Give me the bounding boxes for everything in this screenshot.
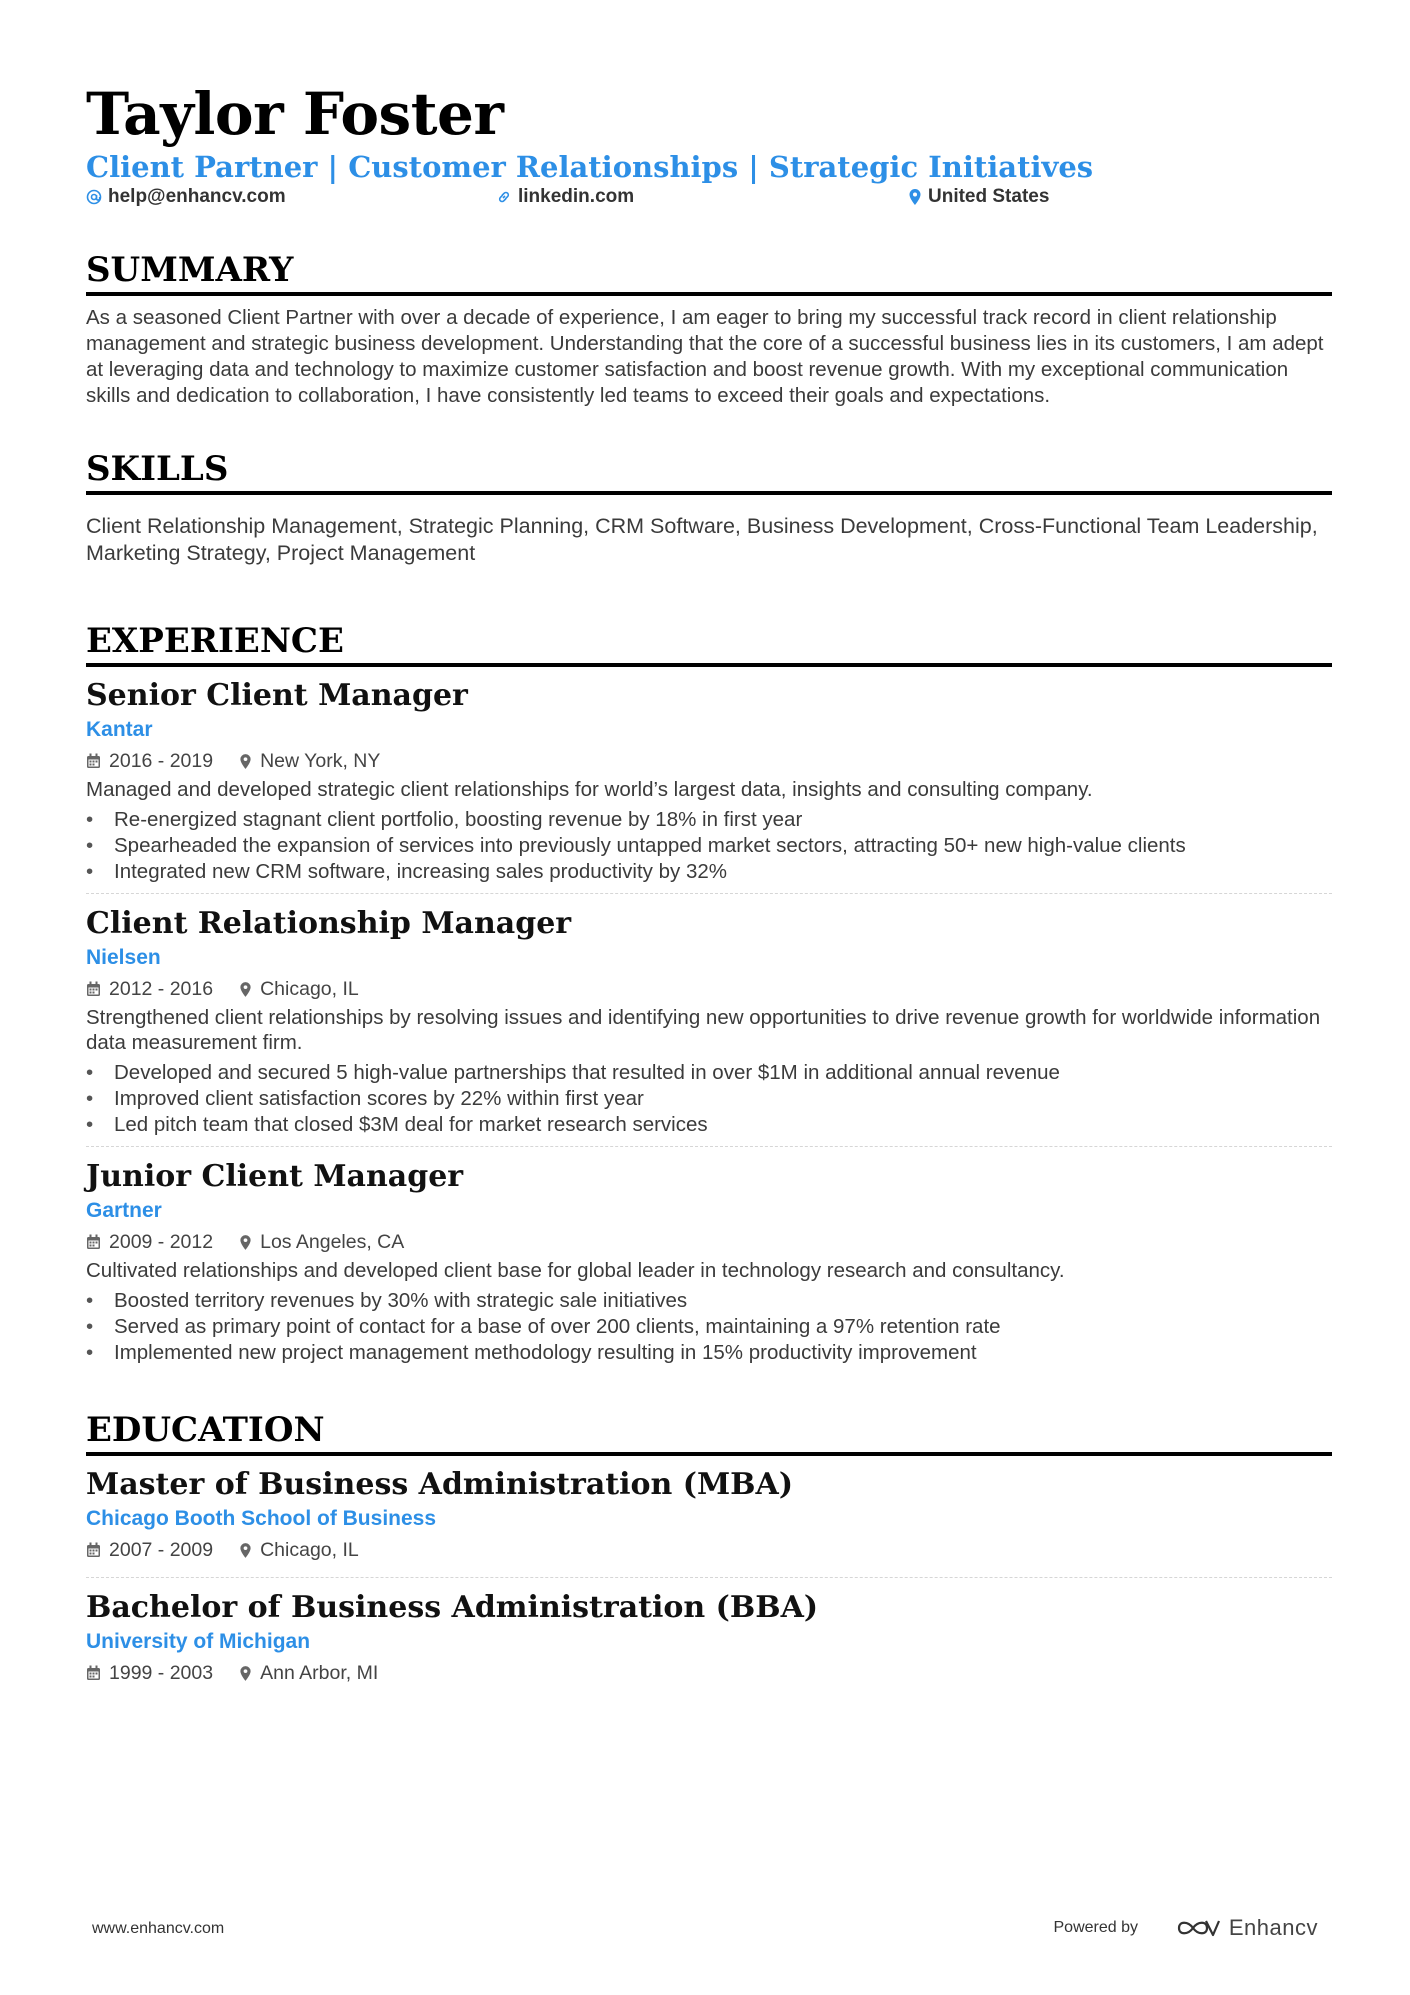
degree-title: Master of Business Administration (MBA): [86, 1467, 794, 1502]
job-location: Los Angeles, CA: [260, 1231, 405, 1253]
job-bullets: [86, 807, 1332, 885]
job-description: Cultivated relationships and developed client base for global leader in technology research and consultancy.: [86, 1259, 1065, 1282]
calendar-icon: [86, 1665, 101, 1681]
education-title: EDUCATION: [86, 1408, 1332, 1456]
job-meta: [86, 1227, 1332, 1257]
location-pin-icon: [239, 981, 252, 998]
calendar-icon: [86, 1542, 101, 1558]
summary-text: As a seasoned Client Partner with over a decade of experience, I am eager to bring my successful track record in client relationship management and strategic business development. Understanding that the core of a successful business lies in its customers, I am adept at leveraging data and technology to maximize customer satisfaction and boost revenue growth. With my exceptional communication skills and dedication to collaboration, I have consistently led teams to exceed their goals and expectations.: [86, 306, 1324, 407]
job-bullet: • Implemented new project management methodology resulting in 15% productivity improvement: [86, 1340, 1332, 1366]
experience-title: EXPERIENCE: [86, 619, 1332, 667]
location-pin-icon: [239, 1234, 252, 1251]
page-footer: [92, 1915, 1318, 1945]
candidate-headline: Client Partner | Customer Relationships | Strategic Initiatives: [86, 150, 1094, 184]
education-location: Ann Arbor, MI: [260, 1662, 379, 1684]
education-meta: [86, 1658, 1332, 1688]
company-name: Nielsen: [86, 946, 161, 969]
company-name: Kantar: [86, 718, 153, 741]
skills-section: [86, 447, 1332, 567]
school-name: Chicago Booth School of Business: [86, 1507, 437, 1530]
summary-section: [86, 248, 1332, 409]
link-icon: [496, 189, 512, 205]
education-item: [86, 1577, 1332, 1688]
company-name: Gartner: [86, 1199, 162, 1222]
job-dates: 2012 - 2016: [109, 978, 214, 1000]
calendar-icon: [86, 753, 101, 769]
summary-title: SUMMARY: [86, 248, 1332, 296]
powered-by-label: Powered by: [1053, 1919, 1138, 1936]
email-text: help@enhancv.com: [108, 186, 286, 207]
job-bullets: [86, 1060, 1332, 1138]
candidate-name: Taylor Foster: [86, 80, 504, 148]
linkedin-text: linkedin.com: [518, 186, 635, 207]
at-icon: [86, 189, 102, 205]
location-pin-icon: [908, 188, 922, 206]
job-bullet: • Integrated new CRM software, increasing sales productivity by 32%: [86, 859, 1332, 885]
calendar-icon: [86, 981, 101, 997]
education-meta: [86, 1535, 1332, 1565]
job-meta: [86, 746, 1332, 776]
contact-location: [908, 186, 1049, 208]
job-description: Managed and developed strategic client relationships for world’s largest data, insights and consulting company.: [86, 778, 1093, 801]
enhancv-logo[interactable]: [1175, 1915, 1318, 1941]
job-bullet: • Spearheaded the expansion of services into previously untapped market sectors, attracting 50+ new high-value clients: [86, 833, 1332, 859]
resume-header: [86, 78, 1332, 214]
job-bullet: • Served as primary point of contact for a base of over 200 clients, maintaining a 97% retention rate: [86, 1314, 1332, 1340]
education-location: Chicago, IL: [260, 1539, 359, 1561]
education-dates: 1999 - 2003: [109, 1662, 214, 1684]
job-meta: [86, 974, 1332, 1004]
job-title: Senior Client Manager: [86, 678, 468, 713]
education-item: [86, 1456, 1332, 1577]
job-bullet: • Developed and secured 5 high-value partnerships that resulted in over $1M in additional annual revenue: [86, 1060, 1332, 1086]
contact-linkedin[interactable]: [496, 186, 634, 208]
skills-title: SKILLS: [86, 447, 1332, 495]
contact-row: [86, 186, 1332, 214]
experience-item: [86, 893, 1332, 1146]
job-location: Chicago, IL: [260, 978, 359, 1000]
contact-email[interactable]: [86, 186, 286, 208]
resume-page: [86, 78, 1332, 1688]
skills-text: Client Relationship Management, Strategic Planning, CRM Software, Business Development, Cross-Functional Team Leadership, Marketing Strategy, Project Management: [86, 514, 1318, 565]
experience-item: [86, 667, 1332, 893]
enhancv-logo-icon: [1175, 1916, 1221, 1940]
job-bullets: [86, 1288, 1332, 1366]
education-dates: 2007 - 2009: [109, 1539, 214, 1561]
job-bullet: • Re-energized stagnant client portfolio, boosting revenue by 18% in first year: [86, 807, 1332, 833]
brand-name: Enhancv: [1228, 1915, 1318, 1940]
location-pin-icon: [239, 1542, 252, 1559]
location-pin-icon: [239, 753, 252, 770]
job-description: Strengthened client relationships by resolving issues and identifying new opportunities to drive revenue growth for worldwide information data measurement firm.: [86, 1006, 1321, 1054]
experience-item: [86, 1146, 1332, 1366]
job-dates: 2009 - 2012: [109, 1231, 214, 1253]
job-dates: 2016 - 2019: [109, 750, 214, 772]
school-name: University of Michigan: [86, 1630, 311, 1653]
degree-title: Bachelor of Business Administration (BBA): [86, 1590, 819, 1625]
location-pin-icon: [239, 1665, 252, 1682]
job-title: Junior Client Manager: [86, 1159, 464, 1194]
calendar-icon: [86, 1234, 101, 1250]
job-title: Client Relationship Manager: [86, 906, 572, 941]
location-text: United States: [928, 186, 1050, 207]
job-bullet: • Boosted territory revenues by 30% with strategic sale initiatives: [86, 1288, 1332, 1314]
experience-section: [86, 619, 1332, 1366]
job-bullet: • Improved client satisfaction scores by 22% within first year: [86, 1086, 1332, 1112]
footer-website[interactable]: www.enhancv.com: [92, 1920, 225, 1937]
job-location: New York, NY: [260, 750, 381, 772]
job-bullet: • Led pitch team that closed $3M deal for market research services: [86, 1112, 1332, 1138]
education-section: [86, 1408, 1332, 1688]
